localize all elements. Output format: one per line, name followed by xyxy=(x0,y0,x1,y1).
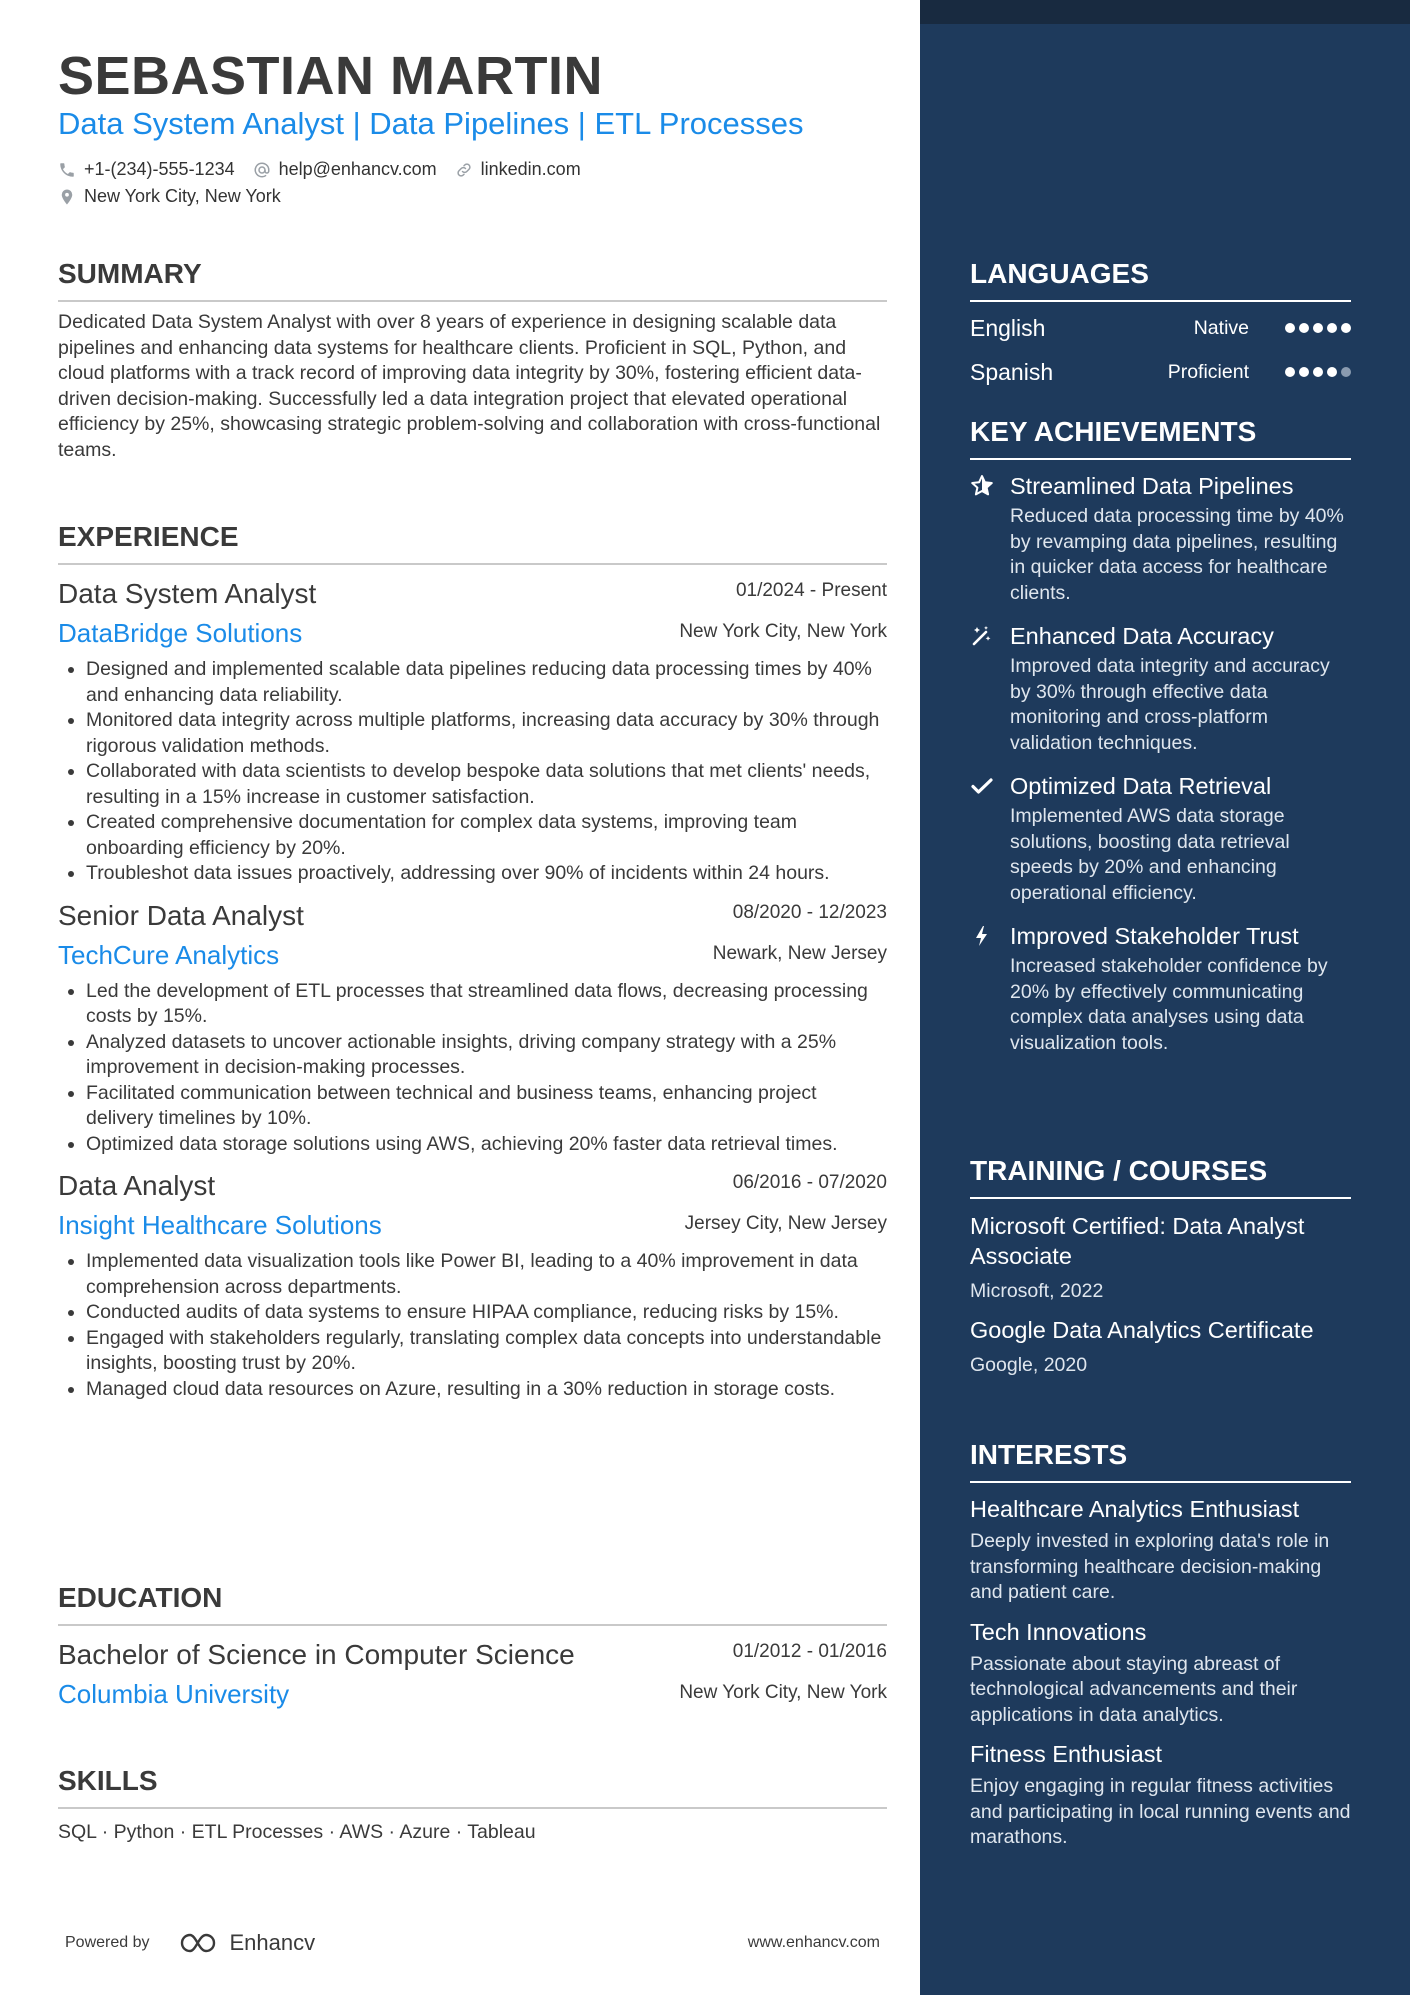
interest-title: Tech Innovations xyxy=(970,1618,1147,1645)
filled-dot xyxy=(1313,323,1323,333)
achievement-title: Enhanced Data Accuracy xyxy=(1010,623,1274,649)
job-entry xyxy=(58,897,887,1158)
location-contact xyxy=(58,186,281,207)
job-location: Newark, New Jersey xyxy=(712,942,887,964)
languages-section xyxy=(970,256,1351,394)
at-icon xyxy=(253,161,271,179)
company-name: TechCure Analytics xyxy=(58,939,280,970)
company-name: Insight Healthcare Solutions xyxy=(58,1210,382,1240)
summary-heading: SUMMARY xyxy=(58,256,887,302)
achievement-item xyxy=(970,470,1351,606)
language-name: English xyxy=(970,314,1046,341)
experience-heading: EXPERIENCE xyxy=(58,519,887,565)
interest-desc: Enjoy engaging in regular fitness activities and participating in local running events and marathons. xyxy=(970,1775,1351,1848)
skills-section xyxy=(58,1763,887,1844)
footer xyxy=(65,1930,880,1956)
achievement-item xyxy=(970,920,1351,1056)
bullet-item: • Conducted audits of data systems to ensure HIPAA compliance, reducing risks by 15%. xyxy=(86,1300,887,1326)
course-title: Google Data Analytics Certificate xyxy=(970,1317,1314,1343)
bullet-item: • Troubleshot data issues proactively, addressing over 90% of incidents within 24 hours. xyxy=(86,861,887,887)
bullet-item: • Engaged with stakeholders regularly, translating complex data concepts into understandable insights, boosting trust by 20%. xyxy=(86,1326,887,1377)
language-level: Proficient xyxy=(1167,360,1249,383)
interest-desc: Passionate about staying abreast of technological advancements and their applications in data analytics. xyxy=(970,1652,1298,1726)
job-date: 01/2024 - Present xyxy=(735,580,887,601)
bolt-icon xyxy=(970,924,996,950)
bullet-item: • Monitored data integrity across multiple platforms, increasing data accuracy by 30% through rigorous validation methods. xyxy=(86,708,887,759)
school-location: New York City, New York xyxy=(679,1682,887,1703)
achievement-desc: Reduced data processing time by 40% by revamping data pipelines, resulting in quicker data access for healthcare clients. xyxy=(1010,505,1344,604)
filled-dot xyxy=(1327,367,1337,377)
skills-heading: SKILLS xyxy=(58,1763,887,1809)
bullet-item: • Designed and implemented scalable data pipelines reducing data processing times by 40% and enhancing data reliability. xyxy=(86,657,887,708)
job-date: 08/2020 - 12/2023 xyxy=(732,901,887,923)
phone-contact[interactable] xyxy=(58,159,235,180)
company-name: DataBridge Solutions xyxy=(58,618,303,648)
bullet-item: • Implemented data visualization tools like Power BI, leading to a 40% improvement in data comprehension across departments. xyxy=(86,1249,887,1300)
interest-item xyxy=(970,1493,1351,1606)
course-item xyxy=(970,1315,1351,1377)
enhancv-logo-icon xyxy=(178,1930,224,1956)
experience-section xyxy=(58,519,887,1402)
interest-title: Fitness Enthusiast xyxy=(970,1741,1163,1767)
education-heading: EDUCATION xyxy=(58,1580,887,1626)
contact-info xyxy=(58,156,898,210)
job-bullets xyxy=(58,1249,887,1402)
bullet-item: • Facilitated communication between technical and business teams, enhancing project delivery timelines by 10%. xyxy=(86,1081,887,1132)
education-entry xyxy=(58,1636,887,1712)
filled-dot xyxy=(1285,323,1295,333)
proficiency-dots xyxy=(1281,367,1351,377)
language-level: Native xyxy=(1193,316,1249,339)
email-contact[interactable] xyxy=(253,159,437,180)
sidebar-column xyxy=(920,0,1410,1995)
summary-text: Dedicated Data System Analyst with over 8 years of experience in designing scalable data pipelines and enhancing data systems for healthcare clients. Proficient in SQL, Python, and cloud platforms with a track record of improving data integrity by 30%, fostering efficient data-driven decision-making. Successfully led a data integration project that elevated operational efficiency by 25%, showcasing strategic problem-solving and collaboration with cross-functional teams. xyxy=(58,311,881,461)
degree-title: Bachelor of Science in Computer Science xyxy=(58,1639,575,1670)
magic-wand-icon xyxy=(970,624,996,650)
job-title: Senior Data Analyst xyxy=(58,899,304,931)
bullet-item: • Collaborated with data scientists to develop bespoke data solutions that met clients' needs, resulting in a 15% increase in customer satisfaction. xyxy=(86,759,887,810)
achievement-item xyxy=(970,770,1351,906)
location-pin-icon xyxy=(58,188,76,206)
school-name: Columbia University xyxy=(58,1679,290,1709)
filled-dot xyxy=(1299,367,1309,377)
job-bullets xyxy=(58,657,887,887)
interest-item xyxy=(970,1738,1351,1851)
job-title: Data System Analyst xyxy=(58,578,317,609)
job-date: 06/2016 - 07/2020 xyxy=(732,1172,887,1193)
achievements-heading: KEY ACHIEVEMENTS xyxy=(970,414,1351,460)
bullet-item: • Managed cloud data resources on Azure, resulting in a 30% reduction in storage costs. xyxy=(86,1377,887,1403)
training-section xyxy=(970,1153,1351,1377)
phone-number: +1-(234)-555-1234 xyxy=(84,159,235,179)
achievement-desc: Increased stakeholder confidence by 20% by effectively communicating complex data analyses using data visualization tools. xyxy=(1010,955,1328,1054)
filled-dot xyxy=(1327,323,1337,333)
education-section xyxy=(58,1580,887,1712)
training-heading: TRAINING / COURSES xyxy=(970,1153,1351,1199)
brand-name: Enhancv xyxy=(229,1930,316,1955)
interest-desc: Deeply invested in exploring data's role in transforming healthcare decision-making and patient care. xyxy=(970,1530,1330,1603)
proficiency-dots xyxy=(1281,323,1351,333)
achievement-title: Improved Stakeholder Trust xyxy=(1010,923,1299,949)
filled-dot xyxy=(1299,323,1309,333)
bullet-item: • Optimized data storage solutions using AWS, achieving 20% faster data retrieval times. xyxy=(86,1132,887,1158)
link-icon xyxy=(455,161,473,179)
sidebar-top-bar xyxy=(920,0,1410,24)
achievement-desc: Implemented AWS data storage solutions, boosting data retrieval speeds by 20% and enhancing operational efficiency. xyxy=(1010,805,1290,904)
interests-heading: INTERESTS xyxy=(970,1437,1351,1483)
linkedin-contact[interactable] xyxy=(455,159,581,180)
course-provider: Microsoft, 2022 xyxy=(970,1280,1104,1302)
filled-dot xyxy=(1313,367,1323,377)
job-location: New York City, New York xyxy=(679,621,887,642)
linkedin-url: linkedin.com xyxy=(480,159,581,179)
phone-icon xyxy=(58,161,76,179)
bullet-item: • Created comprehensive documentation for complex data systems, improving team onboarding efficiency by 20%. xyxy=(86,810,887,861)
achievement-item xyxy=(970,620,1351,756)
powered-by xyxy=(65,1930,315,1956)
job-entry xyxy=(58,1167,887,1402)
bullet-item: • Analyzed datasets to uncover actionable insights, driving company strategy with a 25% improvement in decision-making processes. xyxy=(86,1030,887,1081)
achievements-section xyxy=(970,414,1351,1056)
achievement-title: Streamlined Data Pipelines xyxy=(1010,473,1294,499)
job-title: Data Analyst xyxy=(58,1170,216,1201)
course-item xyxy=(970,1211,1351,1303)
summary-section xyxy=(58,256,887,463)
education-date: 01/2012 - 01/2016 xyxy=(732,1641,887,1662)
language-row xyxy=(970,306,1351,350)
location-text: New York City, New York xyxy=(84,186,281,206)
interest-title: Healthcare Analytics Enthusiast xyxy=(970,1496,1300,1522)
empty-dot xyxy=(1341,367,1351,377)
skills-list: SQL · Python · ETL Processes · AWS · Azure · Tableau xyxy=(58,1821,536,1843)
job-entry xyxy=(58,575,887,887)
bullet-item: • Led the development of ETL processes that streamlined data flows, decreasing processing costs by 15%. xyxy=(86,979,887,1030)
check-icon xyxy=(970,774,996,800)
brand-logo[interactable] xyxy=(178,1930,316,1956)
interest-item xyxy=(970,1616,1351,1729)
language-name: Spanish xyxy=(970,358,1054,385)
candidate-name: SEBASTIAN MARTIN xyxy=(58,46,603,106)
achievement-title: Optimized Data Retrieval xyxy=(1010,773,1272,799)
achievement-desc: Improved data integrity and accuracy by 30% through effective data monitoring and cross-platform validation techniques. xyxy=(1010,655,1330,754)
job-location: Jersey City, New Jersey xyxy=(684,1213,887,1234)
job-bullets xyxy=(58,979,887,1158)
powered-by-label: Powered by xyxy=(65,1934,150,1951)
candidate-title: Data System Analyst | Data Pipelines | ETL Processes xyxy=(58,106,804,141)
star-icon xyxy=(970,474,996,500)
course-title: Microsoft Certified: Data Analyst Associate xyxy=(970,1213,1305,1269)
course-provider: Google, 2020 xyxy=(970,1354,1088,1376)
languages-heading: LANGUAGES xyxy=(970,256,1351,302)
filled-dot xyxy=(1285,367,1295,377)
language-row xyxy=(970,350,1351,394)
footer-url[interactable]: www.enhancv.com xyxy=(747,1934,880,1951)
interests-section xyxy=(970,1437,1351,1851)
email-address: help@enhancv.com xyxy=(278,159,437,179)
filled-dot xyxy=(1341,323,1351,333)
